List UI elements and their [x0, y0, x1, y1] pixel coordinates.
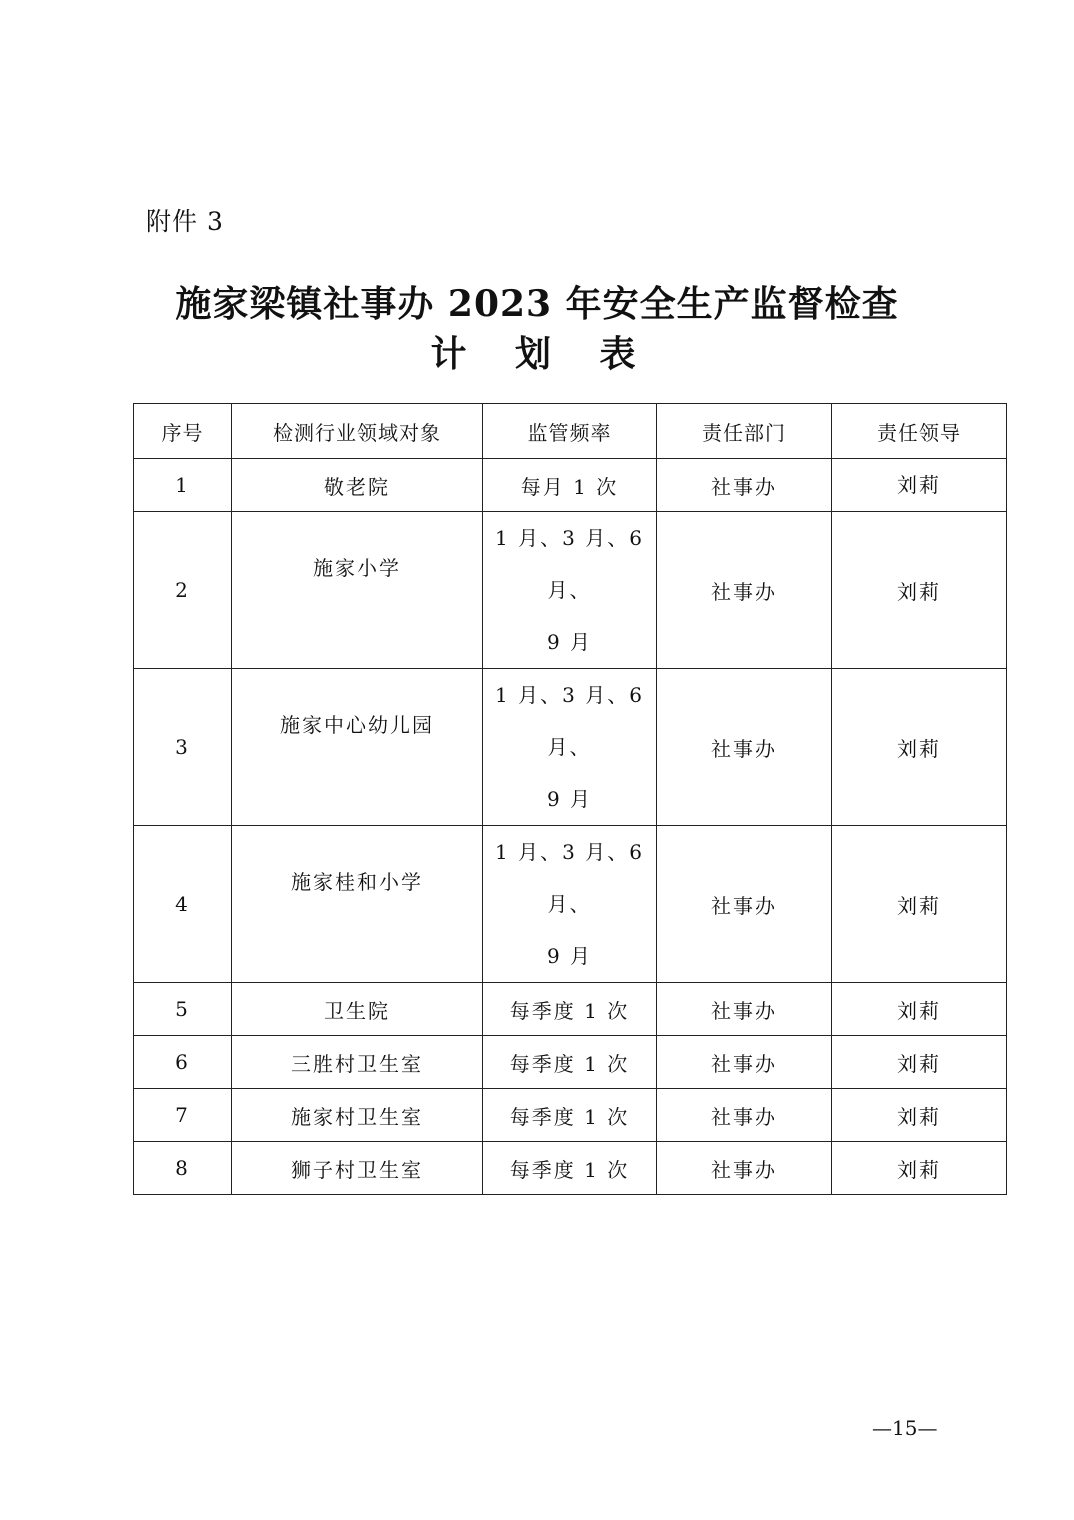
table-row: [134, 669, 1007, 826]
frequency-cell: [483, 512, 657, 669]
frequency-line-2: 9 月: [546, 630, 593, 654]
table-row: [134, 1089, 1007, 1142]
leader-cell: 刘莉: [832, 1036, 1007, 1089]
frequency-line-2: 9 月: [546, 944, 593, 968]
frequency-cell: 每月 1 次: [483, 459, 657, 512]
page-number: —15—: [872, 1416, 938, 1440]
row-number: 4: [134, 826, 232, 983]
leader-text: 刘莉: [897, 472, 941, 497]
leader-cell: 刘莉: [832, 669, 1007, 826]
frequency-line-1: 1 月、3 月、6 月、: [495, 683, 644, 759]
target-cell: 狮子村卫生室: [232, 1142, 483, 1195]
row-number: 6: [134, 1036, 232, 1089]
leader-cell: 刘莉: [832, 826, 1007, 983]
target-cell: 卫生院: [232, 983, 483, 1036]
frequency-line-2: 9 月: [546, 787, 593, 811]
target-cell: 敬老院: [232, 459, 483, 512]
department-cell: 社事办: [657, 512, 832, 669]
column-header: 监管频率: [483, 404, 657, 459]
frequency-cell: [483, 826, 657, 983]
frequency-line-1: 1 月、3 月、6 月、: [495, 526, 644, 602]
target-cell: [232, 669, 483, 826]
leader-cell: 刘莉: [832, 1089, 1007, 1142]
target-cell: [232, 512, 483, 669]
row-number: 1: [134, 459, 232, 512]
frequency-cell: 每季度 1 次: [483, 983, 657, 1036]
table-row: [134, 512, 1007, 669]
department-cell: 社事办: [657, 1036, 832, 1089]
table-row: [134, 1036, 1007, 1089]
frequency-cell: 每季度 1 次: [483, 1036, 657, 1089]
department-cell: 社事办: [657, 669, 832, 826]
column-header: 责任部门: [657, 404, 832, 459]
table-row: [134, 826, 1007, 983]
column-header: 检测行业领域对象: [232, 404, 483, 459]
column-header: 责任领导: [832, 404, 1007, 459]
frequency-cell: 每季度 1 次: [483, 1089, 657, 1142]
table-row: [134, 983, 1007, 1036]
page-subtitle: 计 划 表: [430, 333, 654, 375]
leader-cell: [832, 459, 1007, 512]
leader-cell: 刘莉: [832, 1142, 1007, 1195]
frequency-cell: [483, 669, 657, 826]
target-text: 施家小学: [313, 556, 401, 580]
target-cell: [232, 826, 483, 983]
table-row: [134, 1142, 1007, 1195]
target-cell: 三胜村卫生室: [232, 1036, 483, 1089]
attachment-label: 附件 3: [146, 207, 224, 236]
row-number: 3: [134, 669, 232, 826]
row-number: 8: [134, 1142, 232, 1195]
row-number: 2: [134, 512, 232, 669]
table-header-row: [134, 404, 1007, 459]
department-cell: 社事办: [657, 983, 832, 1036]
frequency-line-1: 1 月、3 月、6 月、: [495, 840, 644, 916]
department-cell: 社事办: [657, 1142, 832, 1195]
target-cell: 施家村卫生室: [232, 1089, 483, 1142]
frequency-cell: 每季度 1 次: [483, 1142, 657, 1195]
leader-cell: 刘莉: [832, 512, 1007, 669]
row-number: 5: [134, 983, 232, 1036]
department-cell: 社事办: [657, 459, 832, 512]
department-cell: 社事办: [657, 1089, 832, 1142]
page-title: 施家梁镇社事办 2023 年安全生产监督检查: [175, 283, 899, 325]
target-text: 施家桂和小学: [291, 870, 423, 894]
table-row: [134, 459, 1007, 512]
leader-cell: 刘莉: [832, 983, 1007, 1036]
row-number: 7: [134, 1089, 232, 1142]
department-cell: 社事办: [657, 826, 832, 983]
column-header: 序号: [134, 404, 232, 459]
inspection-plan-table: [133, 403, 1007, 1195]
target-text: 施家中心幼儿园: [280, 713, 434, 737]
